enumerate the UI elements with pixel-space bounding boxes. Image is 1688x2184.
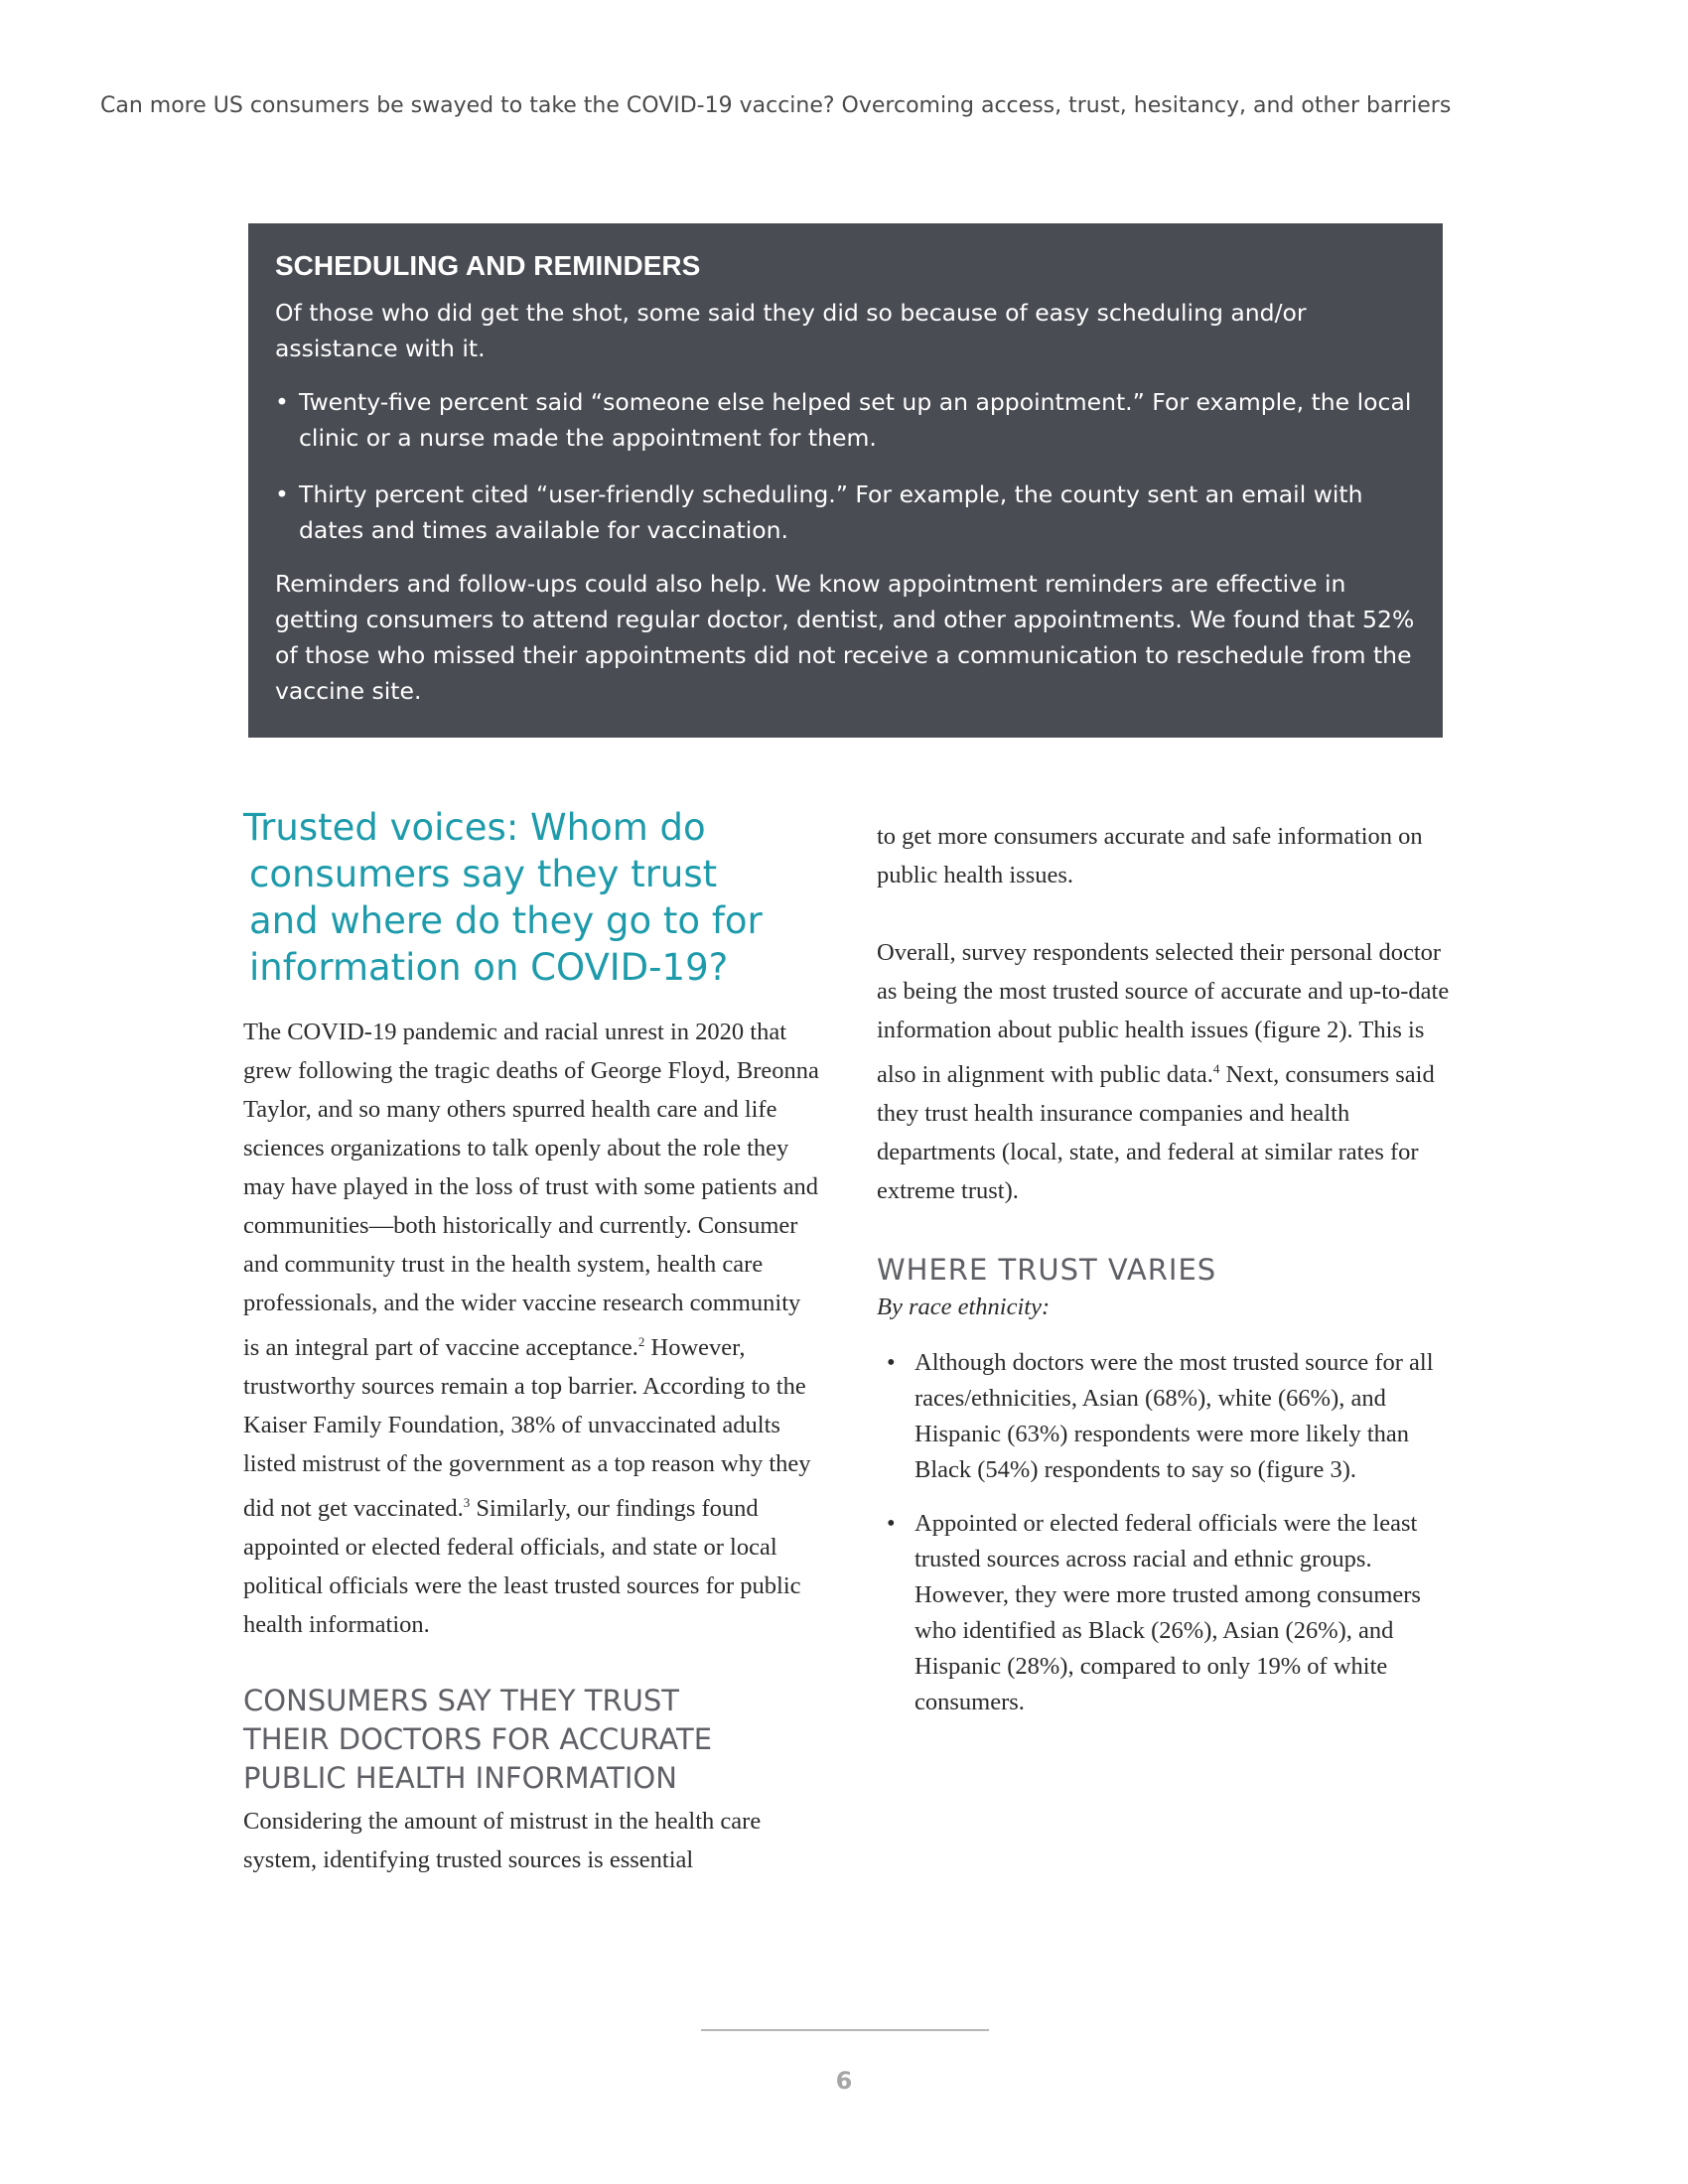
- italic-label: By race ethnicity:: [877, 1294, 1051, 1320]
- running-header: Can more US consumers be swayed to take the COVID-19 vaccine? Overcoming access, trust, hesitancy, and other barriers: [100, 93, 1452, 118]
- callout-title: SCHEDULING AND REMINDERS: [275, 250, 701, 281]
- paragraph-text: Similarly, our findings found appointed or elected federal officials, and state or local political officials were the least trusted sources for public health information.: [243, 1495, 801, 1638]
- heading-line: and where do they go to for: [249, 899, 763, 942]
- subsection-heading: [243, 1682, 819, 1798]
- subheading-line: CONSUMERS SAY THEY TRUST: [243, 1684, 679, 1717]
- finding-list-item: [877, 1345, 1453, 1488]
- trust-findings-list: [877, 1345, 1453, 1720]
- paragraph-spacer: [877, 894, 1453, 933]
- footnote-ref[interactable]: 4: [1212, 1061, 1220, 1076]
- callout-bullet-text: Twenty-five percent said “someone else helped set up an appointment.” For example, the local clinic or a nurse made the appointment for them.: [299, 388, 1412, 452]
- bullet-icon: •: [887, 1510, 896, 1537]
- body-paragraph: [243, 1013, 819, 1644]
- callout-bullet-item: [275, 477, 1416, 548]
- body-paragraph: [877, 933, 1453, 1210]
- callout-intro: Of those who did get the shot, some said they did so because of easy scheduling and/or assistance with it.: [275, 299, 1307, 362]
- footnote-ref[interactable]: 2: [637, 1334, 645, 1349]
- bullet-icon: •: [275, 388, 289, 416]
- left-column: [243, 804, 819, 1879]
- callout-closing: Reminders and follow-ups could also help. We know appointment reminders are effective in getting consumers to attend regular doctor, dentist, and other appointments. We found that 52% of those who missed their appointments did not receive a communication to reschedule from the vaccine site.: [275, 570, 1415, 705]
- paragraph-text: Next, consumers said they trust health insurance companies and health departments (local, state, and federal at similar rates for extreme trust).: [877, 1061, 1435, 1204]
- body-paragraph-continued: to get more consumers accurate and safe information on public health issues.: [877, 823, 1423, 888]
- footer-divider: [701, 2029, 989, 2031]
- finding-text: Appointed or elected federal officials were the least trusted sources across racial and ethnic groups. However, they were more trusted among consumers who identified as Black (26%), Asian (26%), and Hispanic (28%), compared to only 19% of white consumers.: [914, 1510, 1421, 1715]
- bullet-icon: •: [275, 480, 289, 508]
- section-heading: [243, 804, 819, 991]
- heading-line: Trusted voices: Whom do: [243, 806, 706, 849]
- page-number: 6: [835, 2067, 853, 2095]
- subheading-line: PUBLIC HEALTH INFORMATION: [243, 1761, 677, 1795]
- callout-bullet-item: [275, 384, 1416, 456]
- subsection-heading: WHERE TRUST VARIES: [877, 1253, 1217, 1287]
- right-column: [877, 817, 1453, 1738]
- finding-text: Although doctors were the most trusted source for all races/ethnicities, Asian (68%), white (66%), and Hispanic (63%) respondents were more likely than Black (54%) respondents to say so (figure 3).: [914, 1349, 1434, 1483]
- footnote-ref[interactable]: 3: [463, 1495, 471, 1510]
- body-paragraph: Considering the amount of mistrust in the health care system, identifying trusted sources is essential: [243, 1808, 762, 1873]
- callout-bullet-list: [275, 384, 1416, 548]
- bullet-icon: •: [887, 1349, 896, 1376]
- finding-list-item: [877, 1506, 1453, 1720]
- heading-line: information on COVID-19?: [249, 946, 729, 989]
- scheduling-callout-box: [248, 223, 1443, 738]
- callout-bullet-text: Thirty percent cited “user-friendly scheduling.” For example, the county sent an email with dates and times available for vaccination.: [299, 480, 1363, 544]
- heading-line: consumers say they trust: [249, 853, 718, 895]
- paragraph-text: However, trustworthy sources remain a top barrier. According to the Kaiser Family Foundation, 38% of unvaccinated adults listed mistrust of the government as a top reason why they did not get vaccinated.: [243, 1334, 811, 1522]
- paragraph-text: The COVID-19 pandemic and racial unrest in 2020 that grew following the tragic deaths of George Floyd, Breonna Taylor, and so many others spurred health care and life sciences organizations to talk openly about the role they may have played in the loss of trust with some patients and communities—both historically and currently. Consumer and community trust in the health system, health care professionals, and the wider vaccine research community is an integral part of vaccine acceptance.: [243, 1019, 819, 1361]
- paragraph-text: Overall, survey respondents selected their personal doctor as being the most trusted source of accurate and up-to-date information about public health issues (figure 2). This is also in alignment with public data.: [877, 939, 1450, 1088]
- subheading-line: THEIR DOCTORS FOR ACCURATE: [243, 1722, 713, 1756]
